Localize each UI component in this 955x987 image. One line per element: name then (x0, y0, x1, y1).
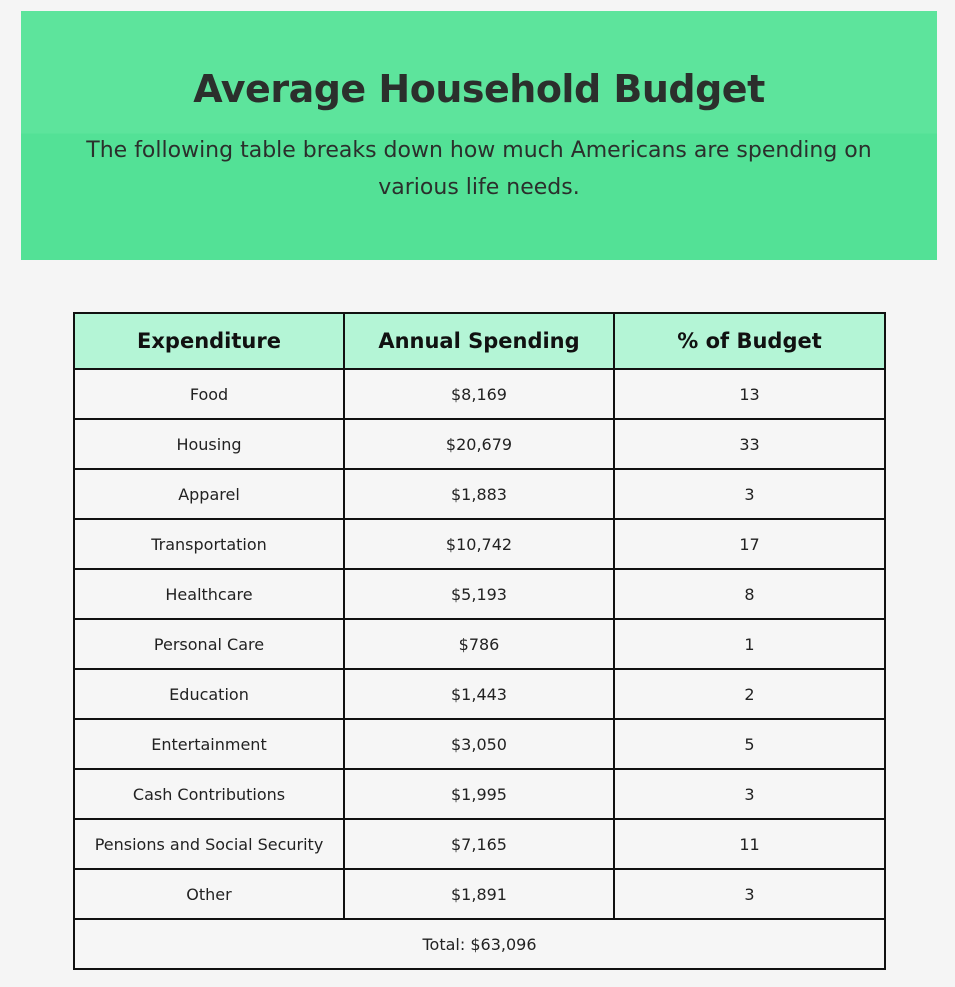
budget-table (73, 312, 886, 970)
spending-cell: $786 (344, 619, 614, 669)
expenditure-cell: Education (74, 669, 344, 719)
table-row (74, 719, 885, 769)
table-row (74, 619, 885, 669)
table-header-row (74, 313, 885, 369)
expenditure-cell: Other (74, 869, 344, 919)
spending-cell: $1,443 (344, 669, 614, 719)
spending-cell: $10,742 (344, 519, 614, 569)
spending-cell: $5,193 (344, 569, 614, 619)
table-total-row (74, 919, 885, 969)
expenditure-cell: Housing (74, 419, 344, 469)
table-row (74, 869, 885, 919)
spending-cell: $7,165 (344, 819, 614, 869)
spending-cell: $20,679 (344, 419, 614, 469)
spending-cell: $8,169 (344, 369, 614, 419)
table-row (74, 569, 885, 619)
spending-cell: $1,995 (344, 769, 614, 819)
column-header-expenditure: Expenditure (74, 313, 344, 369)
column-header-percent-of-budget: % of Budget (614, 313, 885, 369)
page-subtitle: The following table breaks down how much Americans are spending on various life needs. (86, 138, 872, 200)
table-row (74, 669, 885, 719)
header-banner (21, 11, 937, 260)
table-row (74, 819, 885, 869)
expenditure-cell: Personal Care (74, 619, 344, 669)
percent-cell: 3 (614, 869, 885, 919)
table-row (74, 469, 885, 519)
expenditure-cell: Apparel (74, 469, 344, 519)
spending-cell: $1,883 (344, 469, 614, 519)
table-row (74, 519, 885, 569)
page-title: Average Household Budget (193, 67, 765, 111)
expenditure-cell: Cash Contributions (74, 769, 344, 819)
percent-cell: 13 (614, 369, 885, 419)
percent-cell: 2 (614, 669, 885, 719)
expenditure-cell: Entertainment (74, 719, 344, 769)
percent-cell: 11 (614, 819, 885, 869)
table-row (74, 769, 885, 819)
total-cell: Total: $63,096 (74, 919, 885, 969)
column-header-annual-spending: Annual Spending (344, 313, 614, 369)
percent-cell: 33 (614, 419, 885, 469)
percent-cell: 1 (614, 619, 885, 669)
percent-cell: 8 (614, 569, 885, 619)
percent-cell: 5 (614, 719, 885, 769)
expenditure-cell: Healthcare (74, 569, 344, 619)
expenditure-cell: Pensions and Social Security (74, 819, 344, 869)
expenditure-cell: Transportation (74, 519, 344, 569)
expenditure-cell: Food (74, 369, 344, 419)
percent-cell: 3 (614, 769, 885, 819)
percent-cell: 3 (614, 469, 885, 519)
spending-cell: $1,891 (344, 869, 614, 919)
percent-cell: 17 (614, 519, 885, 569)
spending-cell: $3,050 (344, 719, 614, 769)
table-row (74, 419, 885, 469)
table-row (74, 369, 885, 419)
